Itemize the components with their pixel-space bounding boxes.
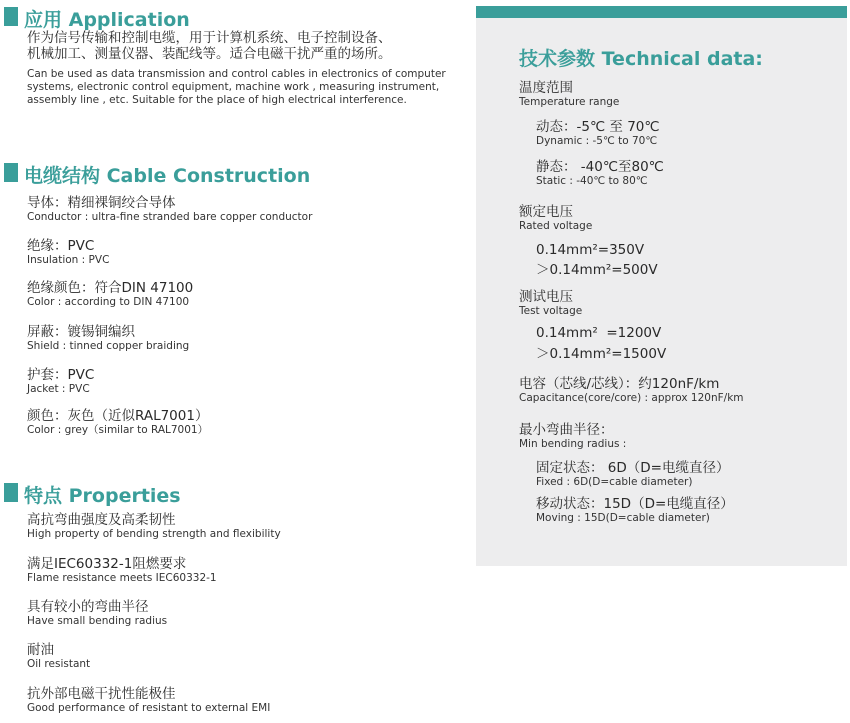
construction-item-en: Jacket : PVC xyxy=(27,383,90,395)
bending-moving xyxy=(536,496,734,525)
properties-item-zh: 耐油 xyxy=(27,642,54,658)
temperature-zh: 温度范围 xyxy=(519,80,573,96)
properties-item-emi xyxy=(27,686,270,715)
application-zh-line-2: 机械加工、测量仪器、装配线等。适合电磁干扰严重的场所。 xyxy=(27,46,392,62)
application-heading: 应用 Application xyxy=(24,9,190,31)
construction-item-en: Color : according to DIN 47100 xyxy=(27,296,190,308)
properties-item-en: High property of bending strength and flexibility xyxy=(27,528,281,540)
bending-moving-zh: 移动状态：15D（D=电缆直径） xyxy=(536,496,734,512)
bending-fixed xyxy=(536,460,729,489)
properties-item-zh: 高抗弯曲强度及高柔韧性 xyxy=(27,512,176,528)
properties-item-zh: 抗外部电磁干扰性能极佳 xyxy=(27,686,176,702)
temperature-dynamic xyxy=(536,119,660,148)
construction-item-en: Insulation : PVC xyxy=(27,254,110,266)
bending-moving-en: Moving : 15D(D=cable diameter) xyxy=(536,512,710,524)
properties-item-en: Have small bending radius xyxy=(27,615,168,627)
application-accent-bar xyxy=(4,7,18,26)
properties-item-bending-strength xyxy=(27,512,281,541)
bending-en: Min bending radius : xyxy=(519,438,627,450)
bending-fixed-en: Fixed : 6D(D=cable diameter) xyxy=(536,476,693,488)
temperature-dynamic-zh: 动态：-5℃ 至 70℃ xyxy=(536,119,660,135)
application-en-line-1: Can be used as data transmission and control cables in electronics of computer xyxy=(27,68,446,80)
construction-item-zh: 屏蔽：镀锡铜编织 xyxy=(27,324,135,340)
properties-accent-bar xyxy=(4,483,18,502)
construction-item-color xyxy=(27,280,193,309)
construction-item-en: Color : grey（similar to RAL7001） xyxy=(27,424,209,436)
construction-item-shield xyxy=(27,324,189,353)
application-zh-text xyxy=(27,30,392,62)
rated-voltage-value-1: 0.14mm²=350V xyxy=(536,242,645,258)
properties-item-en: Oil resistant xyxy=(27,658,91,670)
capacitance-en: Capacitance(core/core) : approx 120nF/km xyxy=(519,392,744,404)
construction-item-en: Conductor : ultra-fine stranded bare copper conductor xyxy=(27,211,313,223)
construction-heading: 电缆结构 Cable Construction xyxy=(24,165,311,187)
capacitance-zh: 电容（芯线/芯线）：约120nF/km xyxy=(519,376,720,392)
temperature-static-zh: 静态： -40℃至80℃ xyxy=(536,159,664,175)
bending-zh: 最小弯曲半径： xyxy=(519,422,614,438)
test-voltage-en: Test voltage xyxy=(519,305,583,317)
rated-voltage-zh: 额定电压 xyxy=(519,204,573,220)
min-bending-radius xyxy=(519,422,626,451)
application-en-line-2: systems, electronic control equipment, machine work , measuring instrument, xyxy=(27,81,440,93)
construction-item-zh: 绝缘颜色：符合DIN 47100 xyxy=(27,280,194,296)
construction-item-en: Shield : tinned copper braiding xyxy=(27,340,190,352)
bending-fixed-zh: 固定状态： 6D（D=电缆直径） xyxy=(536,460,730,476)
construction-item-jacket-color xyxy=(27,408,208,437)
construction-item-conductor xyxy=(27,195,312,224)
construction-item-insulation xyxy=(27,238,109,267)
properties-item-radius xyxy=(27,599,167,628)
technical-panel-top-bar xyxy=(476,6,847,18)
properties-item-en: Good performance of resistant to external EMI xyxy=(27,702,271,714)
test-voltage-zh: 测试电压 xyxy=(519,289,573,305)
temperature-en: Temperature range xyxy=(519,96,620,108)
test-voltage-value-1: 0.14mm² =1200V xyxy=(536,325,662,341)
temperature-static-en: Static : -40℃ to 80℃ xyxy=(536,175,648,187)
properties-item-oil xyxy=(27,642,90,671)
test-voltage-value-2: ＞0.14mm²=1500V xyxy=(536,346,667,362)
properties-item-en: Flame resistance meets IEC60332-1 xyxy=(27,572,217,584)
rated-voltage-en: Rated voltage xyxy=(519,220,593,232)
temperature-dynamic-en: Dynamic : -5℃ to 70℃ xyxy=(536,135,658,147)
technical-data-panel xyxy=(476,6,847,566)
properties-heading: 特点 Properties xyxy=(24,485,181,507)
construction-item-zh: 护套：PVC xyxy=(27,367,95,383)
temperature-range xyxy=(519,80,619,109)
construction-item-zh: 导体：精细裸铜绞合导体 xyxy=(27,195,176,211)
construction-item-jacket xyxy=(27,367,94,396)
test-voltage xyxy=(519,289,582,318)
technical-heading: 技术参数 Technical data: xyxy=(519,48,763,70)
capacitance xyxy=(519,376,744,405)
properties-item-flame xyxy=(27,556,217,585)
rated-voltage-value-2: ＞0.14mm²=500V xyxy=(536,262,658,278)
properties-item-zh: 满足IEC60332-1阻燃要求 xyxy=(27,556,187,572)
application-en-text xyxy=(27,68,446,107)
application-en-line-3: assembly line , etc. Suitable for the place of high electrical interference. xyxy=(27,94,407,106)
construction-item-zh: 颜色：灰色（近似RAL7001） xyxy=(27,408,209,424)
properties-item-zh: 具有较小的弯曲半径 xyxy=(27,599,149,615)
construction-item-zh: 绝缘：PVC xyxy=(27,238,95,254)
construction-accent-bar xyxy=(4,163,18,182)
application-zh-line-1: 作为信号传输和控制电缆，用于计算机系统、电子控制设备、 xyxy=(27,30,392,46)
temperature-static xyxy=(536,159,664,188)
rated-voltage xyxy=(519,204,592,233)
